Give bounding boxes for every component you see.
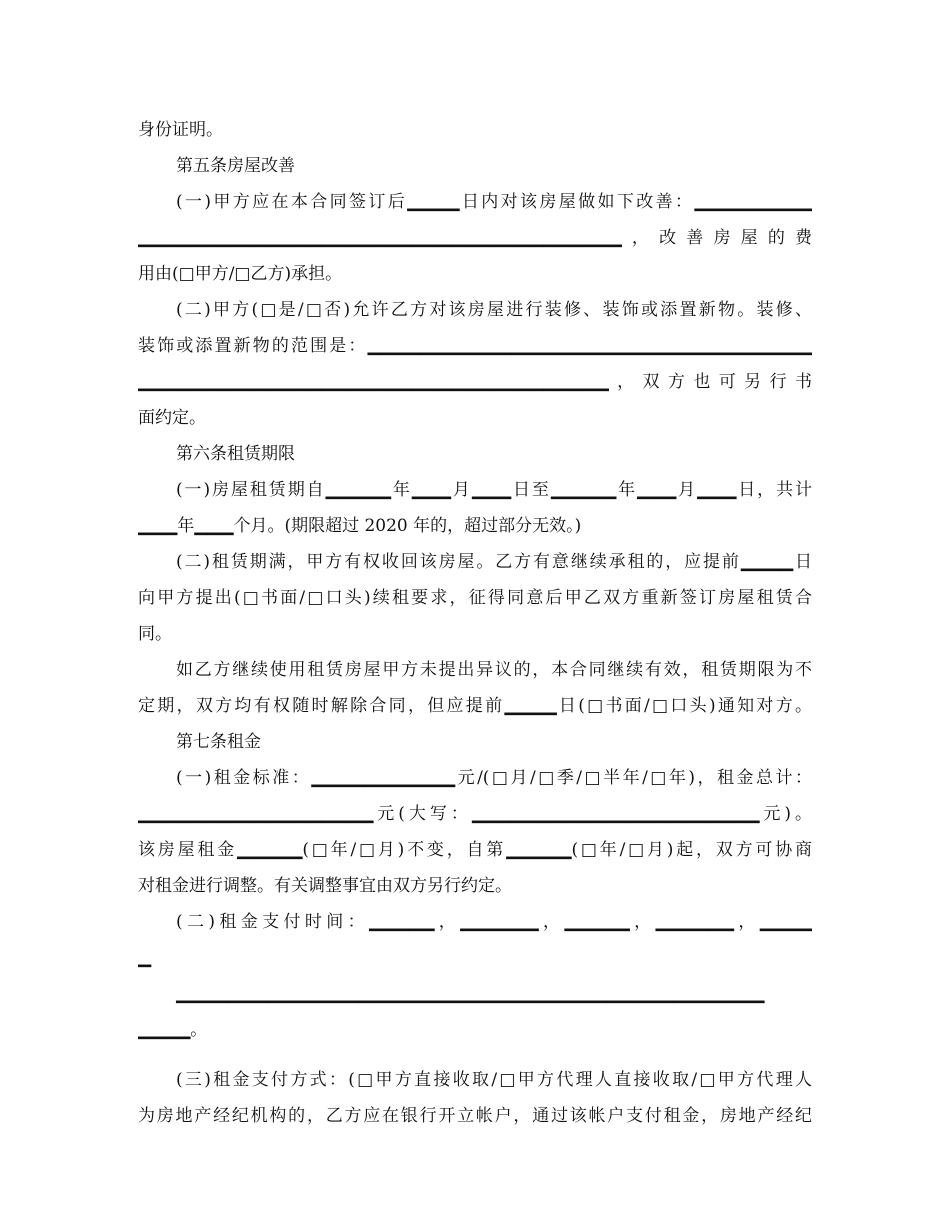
document-line: 该房屋租金▁▁▁▁▁(□年/□月)不变，自第▁▁▁▁▁(□年/□月)起，双方可协商 <box>138 840 812 860</box>
document-line: 为房地产经纪机构的，乙方应在银行开立帐户，通过该帐户支付租金，房地产经纪 <box>138 1106 812 1126</box>
blank-line <box>138 1048 812 1062</box>
document-line: 第七条租金 <box>176 732 261 752</box>
document-line: (一)房屋租赁期自▁▁▁▁▁年▁▁▁月▁▁▁日至▁▁▁▁▁年▁▁▁月▁▁▁日，共计 <box>176 480 812 500</box>
document-line: ▁▁▁▁▁▁▁▁▁▁▁▁▁▁▁▁▁▁▁▁▁▁▁▁▁▁▁▁▁▁▁▁▁▁▁▁▁▁▁▁▁▁▁▁▁ <box>176 984 765 1004</box>
document-line: 第六条租赁期限 <box>176 444 295 464</box>
document-line: 面约定。 <box>138 408 206 428</box>
document-line: (三)租金支付方式：(□甲方直接收取/□甲方代理人直接收取/□甲方代理人 <box>176 1070 812 1090</box>
document-line: 同。 <box>138 624 172 644</box>
document-line: (二)甲方(□是/□否)允许乙方对该房屋进行装修、装饰或添置新物。装修、 <box>176 300 812 320</box>
document-line: (二)租金支付时间：▁▁▁▁▁，▁▁▁▁▁▁，▁▁▁▁▁，▁▁▁▁▁▁，▁▁▁▁ <box>176 912 812 932</box>
document-line: 装饰或添置新物的范围是：▁▁▁▁▁▁▁▁▁▁▁▁▁▁▁▁▁▁▁▁▁▁▁▁▁▁▁▁▁▁▁▁▁▁ <box>138 336 812 356</box>
document-line: 定期，双方均有权随时解除合同，但应提前▁▁▁▁日(□书面/□口头)通知对方。 <box>138 696 812 716</box>
document-line: 对租金进行调整。有关调整事宜由双方另行约定。 <box>138 876 512 896</box>
document-line: (一)租金标准：▁▁▁▁▁▁▁▁▁▁▁元/(□月/□季/□半年/□年)，租金总计： <box>176 768 812 788</box>
document-line: ▁▁▁▁▁▁▁▁▁▁▁▁▁▁▁▁▁▁▁▁▁▁▁▁▁▁▁▁▁▁▁▁▁▁▁▁▁，改善房屋的费 <box>138 228 812 248</box>
document-line: ▁▁▁年▁▁▁个月。(期限超过 2020 年的，超过部分无效。) <box>138 516 582 536</box>
document-line: ▁ <box>138 948 152 968</box>
document-line: 向甲方提出(□书面/□口头)续租要求，征得同意后甲乙双方重新签订房屋租赁合 <box>138 588 812 608</box>
contract-page <box>138 112 812 1134</box>
document-line: ▁▁▁▁。 <box>138 1020 208 1040</box>
document-line: 如乙方继续使用租赁房屋甲方未提出异议的，本合同继续有效，租赁期限为不 <box>176 660 812 680</box>
document-line: 身份证明。 <box>138 120 223 140</box>
document-line: (一)甲方应在本合同签订后▁▁▁▁日内对该房屋做如下改善：▁▁▁▁▁▁▁▁▁ <box>176 192 812 212</box>
document-line: ▁▁▁▁▁▁▁▁▁▁▁▁▁▁▁▁▁▁▁▁▁▁▁▁▁▁▁▁▁▁▁▁▁▁▁▁，双方也可另行书 <box>138 372 812 392</box>
document-line: (二)租赁期满，甲方有权收回该房屋。乙方有意继续承租的，应提前▁▁▁▁日 <box>176 552 812 572</box>
document-line: ▁▁▁▁▁▁▁▁▁▁▁▁▁▁▁▁▁▁元(大写：▁▁▁▁▁▁▁▁▁▁▁▁▁▁▁▁▁▁▁▁▁▁元)。 <box>138 804 812 824</box>
document-line: 第五条房屋改善 <box>176 156 295 176</box>
document-line: 用由(□甲方/□乙方)承担。 <box>138 264 343 284</box>
